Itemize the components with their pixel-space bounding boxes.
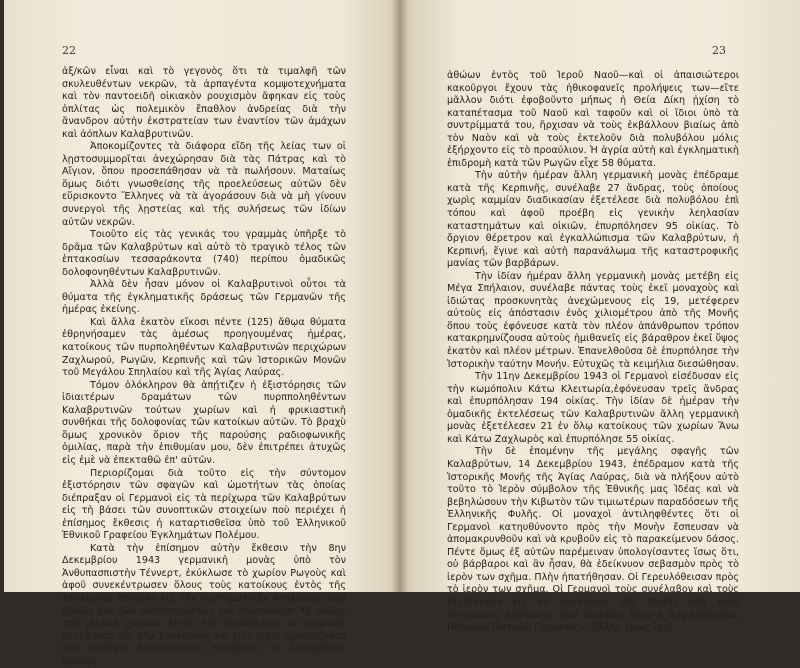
book-gutter <box>392 0 408 592</box>
page-number: 23 <box>712 44 726 57</box>
paragraph: ἀξ/κῶν εἶναι καὶ τὸ γεγονὸς ὅτι τὰ τιμαλφῆ τῶν σκυλευθέντων νεκρῶν, τὰ ἀρπαγέντα κομψοτεχνήματα καὶ τὸν παντοειδῆ οἰκιακὸν ρουχισμὸν ἄφηκαν εἰς τοὺς ὁπλίτας ὡς πολεμικὸν ἔπαθλον ἀνδρείας διὰ τὴν ἄνανδρον αὐτὴν ἐκστρατείαν των ἐναντίον τῶν ἀμάχων καὶ ἀόπλων Καλαβρυτινῶν. <box>62 66 346 140</box>
paragraph: Κατὰ τὴν ἐπίσημον αὐτὴν ἔκθεσιν τὴν 8ην Δεκεμβρίου 1943 γερμανικὴ μονὰς ὑπὸ τὸν Ἀνθυπασπιστὴν Τέννερτ, ἐκύκλωσε τὸ χωρίον Ρωγοὺς καὶ ἀφοῦ συνεκέντρωσεν ὅλους τοὺς κατοίκους ἐντὸς τῆς Ἐκκλησίας ἐπεδόθη εἰς τὴν συστηματικὴν λεηλασίαν τῶν οἰκιῶν καὶ τῶν καταστημάτων καὶ ἐπυρπόλησε 45 οἰκίας τοῦ μικροῦ χωρίου. Μετὰ τὴν πυρπόλησιν οἱ Γερμανοὶ μετέβησαν εἰς τὴν Ἐκκλησίαν καὶ εἴτε διότι ἠμποδίζοντο ἀπὸ αἴσθημα θρησκευτικῆς εὐλαβείας νὰ διαπράξουν φόνους <box>62 542 346 667</box>
paragraph: Τόμον ὁλόκληρον θὰ ἀπῄτιζεν ἡ ἐξιστόρησις τῶν ἰδιαιτέρων δραμάτων τῶν πυρπποληθέντων Καλαβρυτινῶν τούτων χωρίων καὶ ἡ φρικιαστικὴ συνθήκαι τῆς δολοφονίας τῶν κατοίκων αὐτῶν. Τὸ βραχὺ ὅμως χρονικὸν ὅριον τῆς παρούσης ραδιοφωνικῆς ὁμιλίας, παρὰ τὴν ἐπιθυμίαν μου, δὲν ἐπιτρέπει ἀτυχῶς εἰς ἐμὲ νὰ ἐπεκταθῶ ἐπ' αὐτῶν. <box>62 379 346 466</box>
paragraph: Τὴν αὐτὴν ἡμέραν ἄλλη γερμανικὴ μονὰς ἐπέδραμε κατὰ τῆς Κερπινῆς, συνέλαβε 27 ἄνδρας, τοὺς ὁποίους χωρὶς καμμίαν διαδικασίαν ἐξετέλεσε διὰ πολυβόλου ἐπὶ τόπου καὶ ἀφοῦ προέβη εἰς γενικὴν λεηλασίαν καταστημάτων καὶ οἰκιῶν, ἐπυρπόλησεν 95 οἰκίας. Τὸ ὄργιον θέρετρον καὶ ἐγκαλλώπισμα τῶν Καλαβρύτων, ἡ Κερπινή, ἔγινε καὶ αὐτὴ παρανάλωμα τῆς καταστροφικῆς μανίας τῶν βαρβάρων. <box>447 170 739 270</box>
paragraph: ἀθώων ἐντὸς τοῦ Ἱεροῦ Ναοῦ—καὶ οἱ ἀπαισιώτεροι κακοῦργοι ἔχουν τὰς ἠθικοφανεῖς προλήψεις των—εἴτε μᾶλλον διότι ἐφοβοῦντο μήπως ἡ Θεία Δίκη ᾐχίση τὸ καταπέτασμα τοῦ Ναοῦ καὶ ταφοῦν καὶ οἱ ἴδιοι ὑπὸ τὰ συντρίμματά του, ἤρχισαν νὰ τοὺς ἐκβάλλουν βιαίως ἀπὸ τὸν Ναὸν καὶ νὰ τοὺς ἐκτελοῦν διὰ πολυβόλου μόλις ἐξήρχοντο εἰς τὸ προαύλιον. Ἡ ἀγρία αὐτὴ καὶ ἐγκληματικὴ ἐπιδρομὴ κατὰ τῶν Ρωγῶν εἶχε 58 θύματα. <box>447 70 739 169</box>
right-page <box>400 0 800 634</box>
paragraph: Τὴν δὲ ἐπομένην τῆς μεγάλης σφαγῆς τῶν Καλαβρύτων, 14 Δεκεμβρίου 1943, ἐπέδραμον κατὰ τῆς Ἱστορικῆς Μονῆς τῆς Ἁγίας Λαύρας, διὰ νὰ πλήξουν αὐτὸ τοῦτο τὸ Ἱερὸν σύμβολον τῆς Ἐθνικῆς μας Ἰδέας καὶ νὰ βεβηλώσουν τὴν Κιβωτὸν τῶν τιμιωτέρων παραδόσεων τῆς Ἑλληνικῆς Φυλῆς. Οἱ μοναχοὶ ἀντιληφθέντες ὅτι οἱ Γερμανοὶ κατηυθύνοντο πρὸς τὴν Μονὴν ἔσπευσαν νὰ ἀπομακρυνθοῦν καὶ νὰ κρυβοῦν εἰς τὸ παρακείμενον δάσος. Πέντε ὅμως ἐξ αὐτῶν παρέμειναν ὑπολογίσαντες ἴσως ὅτι, οὐ βάρβαροι καὶ ἂν ἦσαν, θὰ ἐδείκνυον σεβασμὸν πρὸς τὸ ἱερὸν των σχῆμα. Πλὴν ἠπατήθησαν. Οἱ Γερευλόθεισαν πρὸς τὸ ἱερὸν των σχῆμα. Οἱ Γερμανοὶ τοὺς συνέλαβον καὶ τοὺς ἐξετέλεσαν εἰς τὸ προαύλιον τῆς Μονῆς ὑπὸ τοὺς Ἱστορικοὺς πλάτανον, ἐκεῖ ἀκριβῶς ὅπου ὁ Ἀρχιεπίσκοπος Παλαιῶν Πατρῶν Γερμανὸς—Ἕλλην ὅμως ἐκεῖ- <box>447 446 739 634</box>
paragraph: Περιορίζομαι διὰ τοῦτο εἰς τὴν σύντομον ἐξιστόρησιν τῶν σφαγῶν καὶ ὠμοτήτων τὰς ὁποίας διέπραξαν οἱ Γερμανοὶ εἰς τὰ περίχωρα τῶν Καλαβρύτων εἰς τὴ βάσει τῶν συνοπτικῶν στοιχείων ποὺ περιέχει ἡ ἐπίσημος ἔκθεσις ἡ καταρτισθεῖσα ὑπὸ τοῦ Ἑλληνικοῦ Ἐθνικοῦ Γραφείου Ἐγκλημάτων Πολέμου. <box>62 467 346 542</box>
left-page <box>4 0 400 667</box>
page-number: 22 <box>62 44 76 57</box>
page-body <box>62 66 346 668</box>
paragraph: Τὴν 11ην Δεκεμβρίου 1943 οἱ Γερμανοὶ εἰσέδυσαν εἰς τὴν κωμόπολιν Κάτω Κλειτωρία,ἐφόνευσαν τρεῖς ἄνδρας καὶ ἐπυρπόλησαν 194 οἰκίας. Τὴν ἰδίαν δὲ ἡμέραν τὴν ὁμαδικῆς ἐκτελέσεως τῶν Καλαβρυτινῶν ἄλλη γερμανικὴ μονὰς ἐξετέλεσεν 21 ἐν ὅλῳ κατοίκους τῶν χωρίων Ἄνω καὶ Κάτω Ζαχλωρὸς καὶ ἐπυρπόλησε 55 οἰκίας. <box>447 371 739 445</box>
paragraph: Ἀλλὰ δὲν ἦσαν μόνον οἱ Καλαβρυτινοὶ οὗτοι τὰ θύματα τῆς ἐγκληματικῆς δράσεως τῶν Γερμανῶν τῆς ἡμέρας ἐκείνης. <box>62 279 346 316</box>
paragraph: Καὶ ἄλλα ἑκατὸν εἴκοσι πέντε (125) ἄθῳα θύματα ἐθρηνήσαμεν τὰς ἀμέσως προηγουμένας ἡμέρας, κατοίκους τῶν πυρποληθέντων Καλαβρυτινῶν περιχώρων Ζαχλωρού, Ρωγῶν, Κερπινῆς καὶ τῶν Ἱστορικῶν Μονῶν τοῦ Μεγάλου Σπηλαίου καὶ τῆς Ἁγίας Λαύρας. <box>62 316 346 379</box>
page-body <box>447 70 739 635</box>
paragraph: Τὴν ἰδίαν ἡμέραν ἄλλη γερμανικὴ μονὰς μετέβη εἰς Μέγα Σπήλαιον, συνέλαβε πάντας τοὺς ἐκεῖ μοναχοὺς καὶ ἰδιώτας προσκυνητὰς ἀνεχώμενους εἰς 19, μετέφερεν αὐτοὺς εἰς ἀπόστασιν ἐνὸς χιλιομέτρου ἀπὸ τῆς Μονῆς ὅπου τοὺς ἐφόνευσε κατὰ τὸν πλέον ἀπάνθρωπον τρόπον κατακρημνίζουσα αὐτοὺς ἡμιθανεῖς εἰς βάραθρον ἐκεῖ ὕψος ἑκατὸν καὶ πλέον μέτρων. Ἐπανελθοῦσα δὲ ἐπυρπόλησε τὴν Ἱστορικὴν ταύτην Μονήν. Εὐτυχῶς τὰ κειμήλια διεσώθησαν. <box>447 270 739 370</box>
paragraph: Τοιοῦτο εἰς τὰς γενικάς του γραμμὰς ὑπῆρξε τὸ δρᾶμα τῶν Καλαβρύτων καὶ αὐτὸ τὸ τραγικὸ τέλος τῶν ἑπτακοσίων τεσσαράκοντα (740) περίπου ὁμαδικῶς δολοφονηθέντων Καλαβρυτινῶν. <box>62 229 346 278</box>
paragraph: Ἀποκομίζοντες τὰ διάφορα εἴδη τῆς λείας των οἱ λῃστοσυμμορῖται ἀνεχώρησαν διὰ τὰς Πάτρας καὶ τὸ Αἴγιον, ὅπου προσεπάθησαν νὰ τὰ πωλήσουν. Ματαίως ὅμως διότι γνωσθείσης τῆς προελεύσεως αὐτῶν δὲν εὕρισκοντο Ἕλληνες νὰ τὰ ἀγοράσουν διὰ νὰ μὴ γίνουν συνεργοὶ τῆς λῃστείας καὶ τῆς συλήσεως τῶν ἰδίων αὐτῶν νεκρῶν. <box>62 141 346 228</box>
